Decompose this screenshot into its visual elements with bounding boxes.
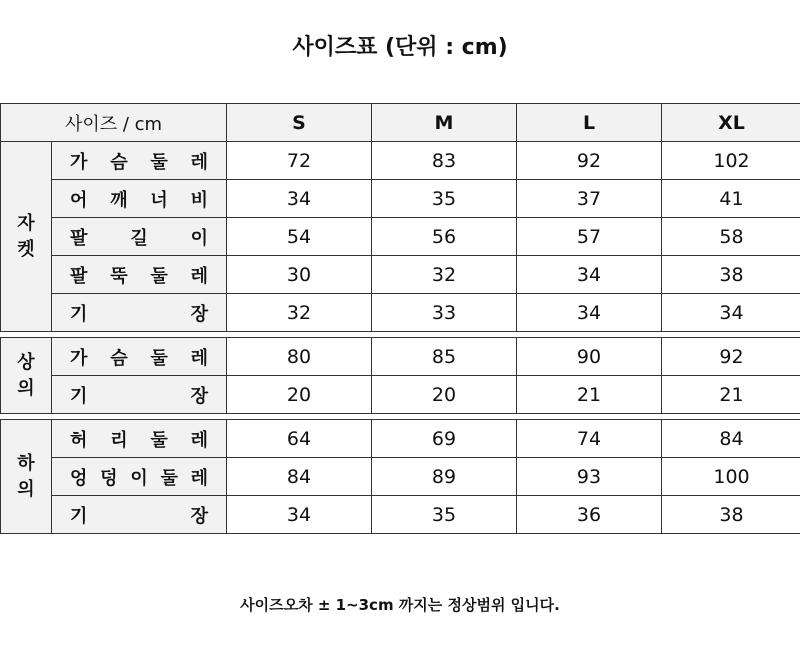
label-char: 가 xyxy=(70,347,88,369)
label-char: 레 xyxy=(190,429,208,451)
label-char: 슴 xyxy=(110,151,128,173)
value-cell: 69 xyxy=(372,420,517,458)
label-char: 장 xyxy=(190,385,209,407)
label-char: 너 xyxy=(150,189,168,211)
row-label-hip xyxy=(52,458,227,496)
value-cell: 38 xyxy=(662,256,800,294)
value-cell: 85 xyxy=(372,338,517,376)
group-label-char: 자 xyxy=(17,212,35,234)
row-label-length xyxy=(52,376,227,414)
row-label-chest xyxy=(52,142,227,180)
label-char: 둘 xyxy=(150,347,168,369)
row-label-shoulder xyxy=(52,180,227,218)
value-cell: 58 xyxy=(662,218,800,256)
value-cell: 56 xyxy=(372,218,517,256)
value-cell: 20 xyxy=(372,376,517,414)
value-cell: 57 xyxy=(517,218,662,256)
value-cell: 93 xyxy=(517,458,662,496)
label-char: 장 xyxy=(190,505,209,527)
label-char: 깨 xyxy=(110,189,128,211)
label-char: 둘 xyxy=(150,265,168,287)
size-header-s: S xyxy=(227,104,372,142)
group-label-char: 의 xyxy=(17,478,35,500)
group-label-char: 하 xyxy=(17,452,35,474)
value-cell: 30 xyxy=(227,256,372,294)
value-cell: 34 xyxy=(517,294,662,332)
value-cell: 100 xyxy=(662,458,800,496)
label-char: 둘 xyxy=(150,429,168,451)
tolerance-note: 사이즈오차 ± 1~3cm 까지는 정상범위 입니다. xyxy=(240,596,560,614)
label-char: 둘 xyxy=(150,151,168,173)
label-char: 슴 xyxy=(110,347,128,369)
label-char: 허 xyxy=(70,429,88,451)
label-char: 팔 xyxy=(70,227,88,249)
label-char: 가 xyxy=(70,151,88,173)
row-label-arm xyxy=(52,256,227,294)
value-cell: 34 xyxy=(517,256,662,294)
row-label-length xyxy=(52,294,227,332)
value-cell: 32 xyxy=(227,294,372,332)
label-char: 뚝 xyxy=(110,265,128,287)
group-label-char: 의 xyxy=(17,377,35,399)
table-row xyxy=(1,420,800,458)
group-label-bottom xyxy=(1,420,52,534)
label-char: 비 xyxy=(190,189,208,211)
label-char: 엉 xyxy=(70,467,88,489)
label-char: 레 xyxy=(190,265,208,287)
table-row xyxy=(1,496,800,534)
value-cell: 92 xyxy=(517,142,662,180)
size-chart-table xyxy=(0,103,800,534)
label-char: 기 xyxy=(70,385,88,407)
label-char: 기 xyxy=(70,303,88,325)
row-label-waist xyxy=(52,420,227,458)
table-row xyxy=(1,180,800,218)
table-row xyxy=(1,142,800,180)
value-cell: 20 xyxy=(227,376,372,414)
label-char: 리 xyxy=(110,429,128,451)
row-label-chest xyxy=(52,338,227,376)
value-cell: 41 xyxy=(662,180,800,218)
size-header-l: L xyxy=(517,104,662,142)
size-header-m: M xyxy=(372,104,517,142)
size-header-xl: XL xyxy=(662,104,800,142)
value-cell: 54 xyxy=(227,218,372,256)
value-cell: 89 xyxy=(372,458,517,496)
row-label-sleeve xyxy=(52,218,227,256)
label-char: 이 xyxy=(130,467,148,489)
group-label-char: 켓 xyxy=(17,238,35,260)
label-char: 레 xyxy=(190,347,208,369)
value-cell: 21 xyxy=(517,376,662,414)
value-cell: 32 xyxy=(372,256,517,294)
table-row xyxy=(1,458,800,496)
group-label-char: 상 xyxy=(17,351,35,373)
value-cell: 84 xyxy=(662,420,800,458)
value-cell: 21 xyxy=(662,376,800,414)
value-cell: 35 xyxy=(372,180,517,218)
table-row xyxy=(1,256,800,294)
value-cell: 80 xyxy=(227,338,372,376)
label-char: 어 xyxy=(70,189,88,211)
page-title: 사이즈표 (단위 : cm) xyxy=(292,35,508,60)
value-cell: 35 xyxy=(372,496,517,534)
value-cell: 92 xyxy=(662,338,800,376)
label-char: 이 xyxy=(190,227,209,249)
header-row xyxy=(1,104,800,142)
value-cell: 33 xyxy=(372,294,517,332)
value-cell: 74 xyxy=(517,420,662,458)
value-cell: 34 xyxy=(662,294,800,332)
table-row xyxy=(1,338,800,376)
row-label-length xyxy=(52,496,227,534)
label-char: 레 xyxy=(190,151,208,173)
label-char: 둘 xyxy=(160,467,178,489)
value-cell: 34 xyxy=(227,496,372,534)
value-cell: 90 xyxy=(517,338,662,376)
value-cell: 38 xyxy=(662,496,800,534)
label-char: 덩 xyxy=(100,467,118,489)
value-cell: 34 xyxy=(227,180,372,218)
label-char: 기 xyxy=(70,505,88,527)
label-char: 장 xyxy=(190,303,209,325)
table-row xyxy=(1,294,800,332)
group-label-top xyxy=(1,338,52,414)
label-char: 레 xyxy=(190,467,209,489)
size-unit-header: 사이즈 / cm xyxy=(1,104,227,142)
value-cell: 102 xyxy=(662,142,800,180)
label-char: 길 xyxy=(130,227,148,249)
table-row xyxy=(1,218,800,256)
group-label-jacket xyxy=(1,142,52,332)
value-cell: 36 xyxy=(517,496,662,534)
value-cell: 84 xyxy=(227,458,372,496)
value-cell: 72 xyxy=(227,142,372,180)
label-char: 팔 xyxy=(70,265,88,287)
table-row xyxy=(1,376,800,414)
value-cell: 37 xyxy=(517,180,662,218)
value-cell: 64 xyxy=(227,420,372,458)
value-cell: 83 xyxy=(372,142,517,180)
